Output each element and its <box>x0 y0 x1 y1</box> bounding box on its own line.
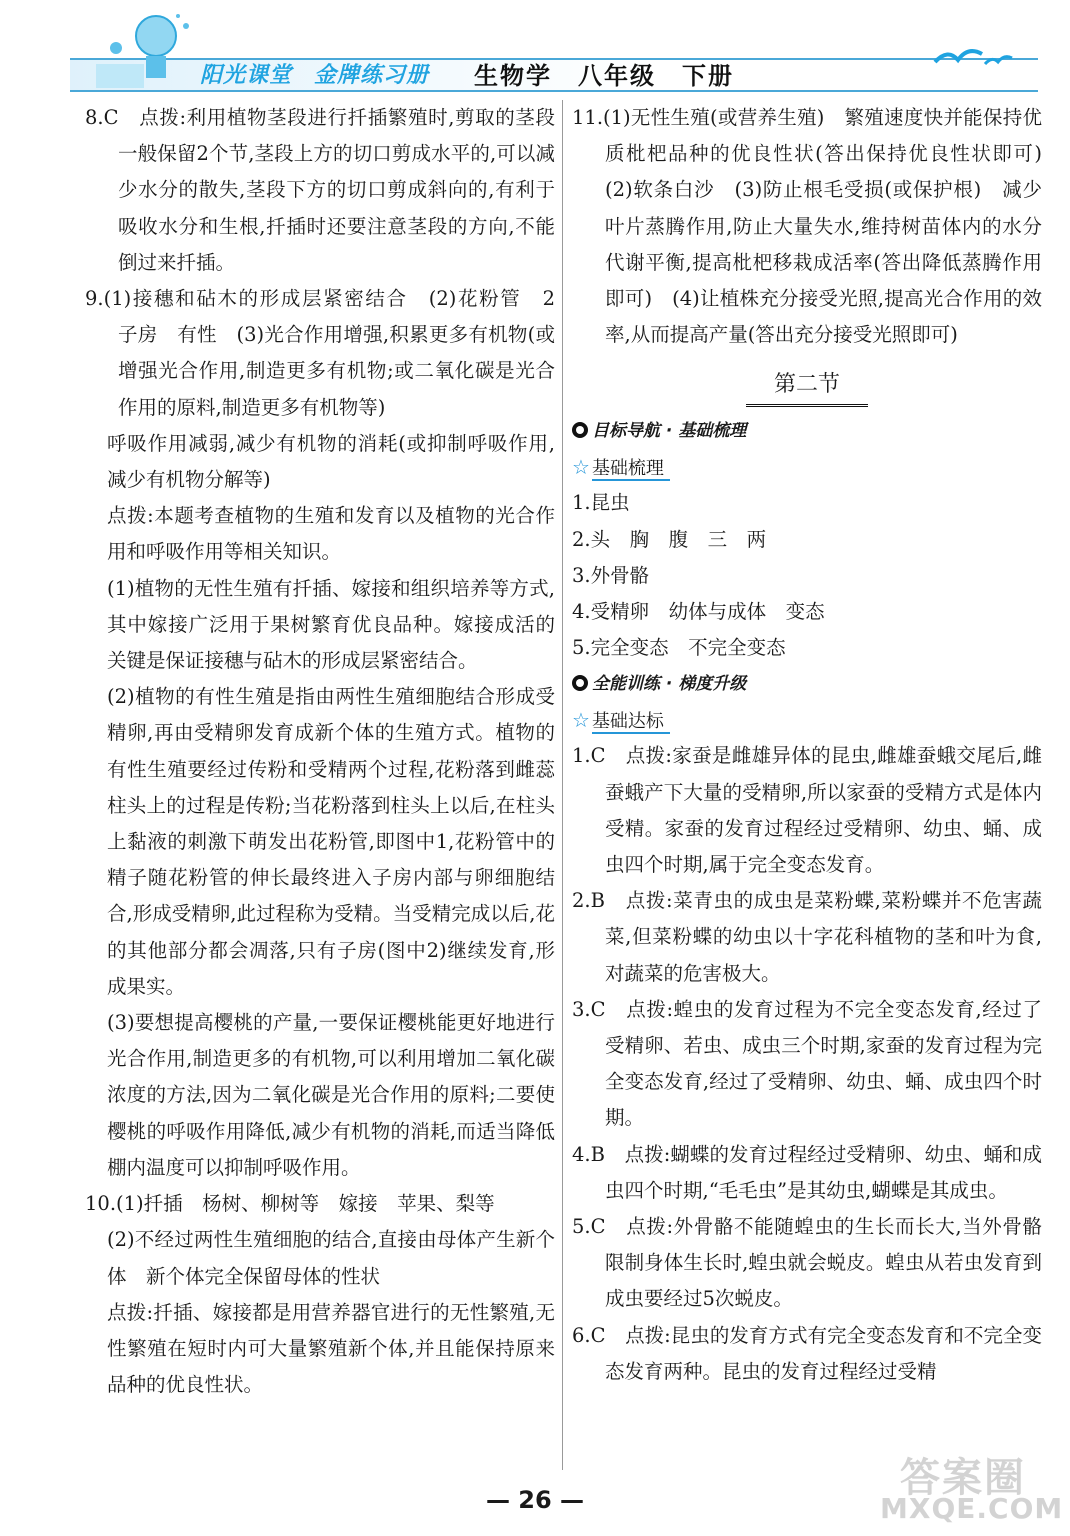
answer-item: 3.C 点拨:蝗虫的发育过程为不完全变态发育,经过了受精卵、若虫、成虫三个时期,家蚕的发育过程为完全变态发育,经过了受精卵、幼虫、蛹、成虫四个时期。 <box>572 997 1042 1130</box>
answer-item: 2.B 点拨:菜青虫的成虫是菜粉蝶,菜粉蝶并不危害蔬菜,但菜粉蝶的幼虫以十字花科植物的茎和叶为食,对蔬菜的危害极大。 <box>572 889 1042 985</box>
answer-item: 1.C 点拨:家蚕是雌雄异体的昆虫,雌雄蚕蛾交尾后,雌蚕蛾产下大量的受精卵,所以家蚕的受精方式是体内受精。家蚕的发育过程经过受精卵、幼虫、蛹、成虫四个时期,属于完全变态发育。 <box>572 744 1042 877</box>
section-title-text: 第二节 <box>746 368 868 407</box>
watermark-line2: MXQE.COM <box>880 1492 1064 1525</box>
answer-9-part1: (1)植物的无性生殖有扦插、嫁接和组织培养等方式,其中嫁接广泛用于果树繁育优良品种。嫁接成活的关键是保证接穗与砧木的形成层紧密结合。 <box>107 576 555 673</box>
banner-training-text: 全能训练 · 梯度升级 <box>592 674 747 695</box>
list-item: 1.昆虫 <box>572 491 630 515</box>
sub-banner-basics <box>572 449 1042 485</box>
site-watermark <box>880 1440 1064 1530</box>
globe-logo-icon <box>86 8 196 90</box>
target-icon <box>572 675 588 691</box>
grade-label: 八年级 <box>578 62 656 90</box>
answer-9-hint: 点拨:本题考查植物的生殖和发育以及植物的光合作用和呼吸作用等相关知识。 <box>107 504 555 564</box>
sub-banner-standard-text: 基础达标 <box>592 711 670 734</box>
star-icon: ☆ <box>572 708 590 733</box>
answer-item: 5.C 点拨:外骨骼不能随蝗虫的生长而长大,当外骨骼限制身体生长时,蝗虫就会蜕皮。蝗虫从若虫发育到成虫要经过5次蜕皮。 <box>572 1215 1042 1311</box>
answer-item: 6.C 点拨:昆虫的发育方式有完全变态发育和不完全变态发育两种。昆虫的发育过程经过受精 <box>572 1323 1042 1383</box>
banner-training <box>572 666 1042 702</box>
brand-name: 阳光课堂 <box>200 63 293 88</box>
target-icon <box>572 422 588 438</box>
watermark-line1: 答案圈 <box>900 1455 1026 1501</box>
answer-9: 9.(1)接穗和砧木的形成层紧密结合 (2)花粉管 2 子房 有性 (3)光合作用增强,积累更多有机物(或增强光合作用,制造更多有机物;或二氧化碳是光合作用的原料,制造更多有机物等) <box>85 287 575 419</box>
brand-series: 金牌练习册 <box>314 63 430 88</box>
birds-icon <box>930 40 1030 80</box>
volume-label: 下册 <box>682 62 734 90</box>
answer-item: 4.B 点拨:蝴蝶的发育过程经过受精卵、幼虫、蛹和成虫四个时期,“毛毛虫”是其幼虫,蝴蝶是其成虫。 <box>572 1142 1042 1202</box>
answer-8: 8.C 点拨:利用植物茎段进行扦插繁殖时,剪取的茎段一般保留2个节,茎段上方的切口剪成水平的,可以减少水分的散失,茎段下方的切口剪成斜向的,有利于吸收水分和生根,扦插时还要注意茎段的方向,不能倒过来扦插。 <box>85 106 555 274</box>
page-header <box>0 0 1070 92</box>
answer-9-part3: (3)要想提高樱桃的产量,一要保证樱桃能更好地进行光合作用,制造更多的有机物,可以利用增加二氧化碳浓度的方法,因为二氧化碳是光合作用的原料;二要使樱桃的呼吸作用降低,减少有机物的消耗,而适当降低棚内温度可以抑制呼吸作用。 <box>107 1011 555 1179</box>
banner-goal-navigation <box>572 413 1042 449</box>
page-number: — 26 — <box>485 1486 585 1514</box>
list-item: 2.头 胸 腹 三 两 <box>572 527 767 551</box>
subject-name: 生物学 <box>474 62 552 90</box>
answer-11: 11.(1)无性生殖(或营养生殖) 繁殖速度快并能保持优质枇杷品种的优良性状(答出保持优良性状即可) (2)软条白沙 (3)防止根毛受损(或保护根) 减少叶片蒸腾作用,防止大量失水,维持树苗体内的水分代谢平衡,提高枇杷移栽成活率(答出降低蒸腾作用即可) (4)让植株充分接受光照,提高光合作用的效率,从而提高产量(答出充分接受光照即可) <box>572 106 1062 347</box>
left-column <box>85 100 575 1403</box>
answer-10: 10.(1)扦插 杨树、柳树等 嫁接 苹果、梨等 <box>85 1192 495 1216</box>
sub-banner-standard <box>572 702 1042 738</box>
list-item: 5.完全变态 不完全变态 <box>572 636 786 660</box>
list-item: 3.外骨骼 <box>572 563 650 587</box>
answer-10-part2: (2)不经过两性生殖细胞的结合,直接由母体产生新个体 新个体完全保留母体的性状 <box>107 1228 555 1288</box>
list-item: 4.受精卵 幼体与成体 变态 <box>572 600 825 624</box>
sub-banner-basics-text: 基础梳理 <box>592 458 670 481</box>
book-subject <box>474 56 760 91</box>
brand-title <box>200 58 451 89</box>
section-title <box>572 367 1042 407</box>
answer-9-cont: 呼吸作用减弱,减少有机物的消耗(或抑制呼吸作用,减少有机物分解等) <box>107 431 555 492</box>
answer-9-part2: (2)植物的有性生殖是指由两性生殖细胞结合形成受精卵,再由受精卵发育成新个体的生殖方式。植物的有性生殖要经过传粉和受精两个过程,花粉落到雌蕊柱头上的过程是传粉;当花粉落到柱头上以后,在柱头上黏液的刺激下萌发出花粉管,即图中1,花粉管中的精子随花粉管的伸长最终进入子房内部与卵细胞结合,形成受精卵,此过程称为受精。当受精完成以后,花的其他部分都会凋落,只有子房(图中2)继续发育,形成果实。 <box>107 685 555 998</box>
answer-10-hint: 点拨:扦插、嫁接都是用营养器官进行的无性繁殖,无性繁殖在短时内可大量繁殖新个体,并且能保持原来品种的优良性状。 <box>107 1300 555 1397</box>
right-column <box>572 100 1062 1390</box>
star-icon: ☆ <box>572 455 590 480</box>
banner-goal-text: 目标导航 · 基础梳理 <box>592 421 747 442</box>
